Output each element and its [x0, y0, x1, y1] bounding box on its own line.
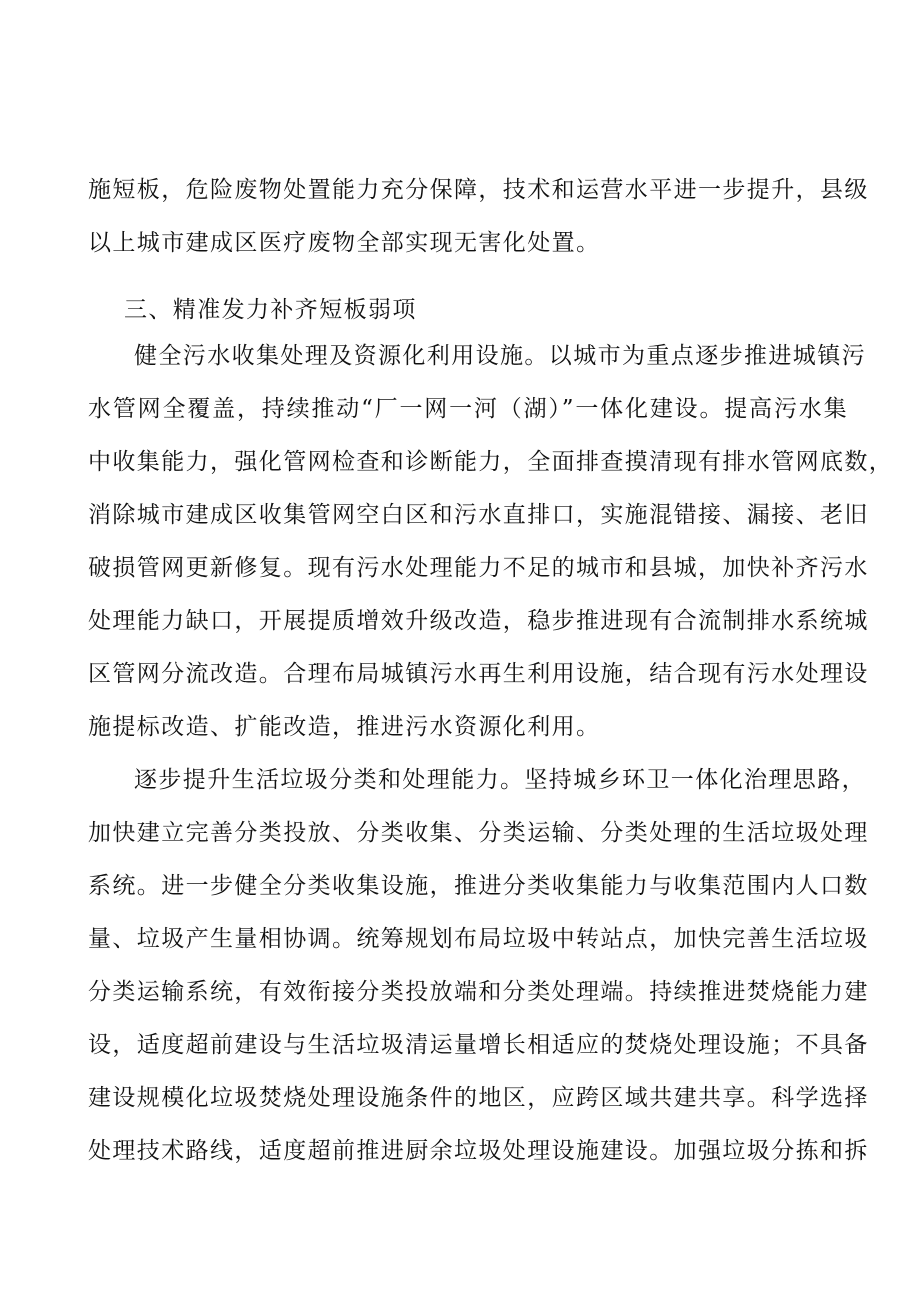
paragraph-line: 加快建立完善分类投放、分类收集、分类运输、分类处理的生活垃圾处理	[88, 820, 869, 846]
paragraph-line: 区管网分流改造。合理布局城镇污水再生利用设施，结合现有污水处理设	[88, 661, 869, 687]
paragraph-line: 水管网全覆盖，持续推动“厂一网一河（湖）”一体化建设。提高污水集	[88, 396, 848, 422]
paragraph-line: 施短板，危险废物处置能力充分保障，技术和运营水平进一步提升，县级	[88, 177, 869, 203]
paragraph-line: 健全污水收集处理及资源化利用设施。以城市为重点逐步推进城镇污	[134, 343, 866, 369]
paragraph-line: 分类运输系统，有效衔接分类投放端和分类处理端。持续推进焚烧能力建	[88, 979, 869, 1005]
paragraph-line: 消除城市建成区收集管网空白区和污水直排口，实施混错接、漏接、老旧	[88, 502, 869, 528]
paragraph-line: 破损管网更新修复。现有污水处理能力不足的城市和县城，加快补齐污水	[88, 555, 869, 581]
paragraph-line: 以上城市建成区医疗废物全部实现无害化处置。	[88, 230, 601, 256]
paragraph-line: 处理能力缺口，开展提质增效升级改造，稳步推进现有合流制排水系统城	[88, 608, 869, 634]
paragraph-line: 处理技术路线，适度超前推进厨余垃圾处理设施建设。加强垃圾分拣和拆	[88, 1138, 869, 1164]
paragraph-line: 施提标改造、扩能改造，推进污水资源化利用。	[88, 714, 601, 740]
paragraph-line: 量、垃圾产生量相协调。统筹规划布局垃圾中转站点，加快完善生活垃圾	[88, 926, 869, 952]
paragraph-line: 建设规模化垃圾焚烧处理设施条件的地区，应跨区域共建共享。科学选择	[88, 1085, 869, 1111]
paragraph-line: 系统。进一步健全分类收集设施，推进分类收集能力与收集范围内人口数	[88, 873, 869, 899]
paragraph-line: 中收集能力，强化管网检查和诊断能力，全面排查摸清现有排水管网底数，	[88, 449, 894, 475]
paragraph-line: 设，适度超前建设与生活垃圾清运量增长相适应的焚烧处理设施；不具备	[88, 1032, 869, 1058]
paragraph-line: 逐步提升生活垃圾分类和处理能力。坚持城乡环卫一体化治理思路，	[134, 767, 866, 793]
section-heading: 三、精准发力补齐短板弱项	[124, 297, 417, 323]
